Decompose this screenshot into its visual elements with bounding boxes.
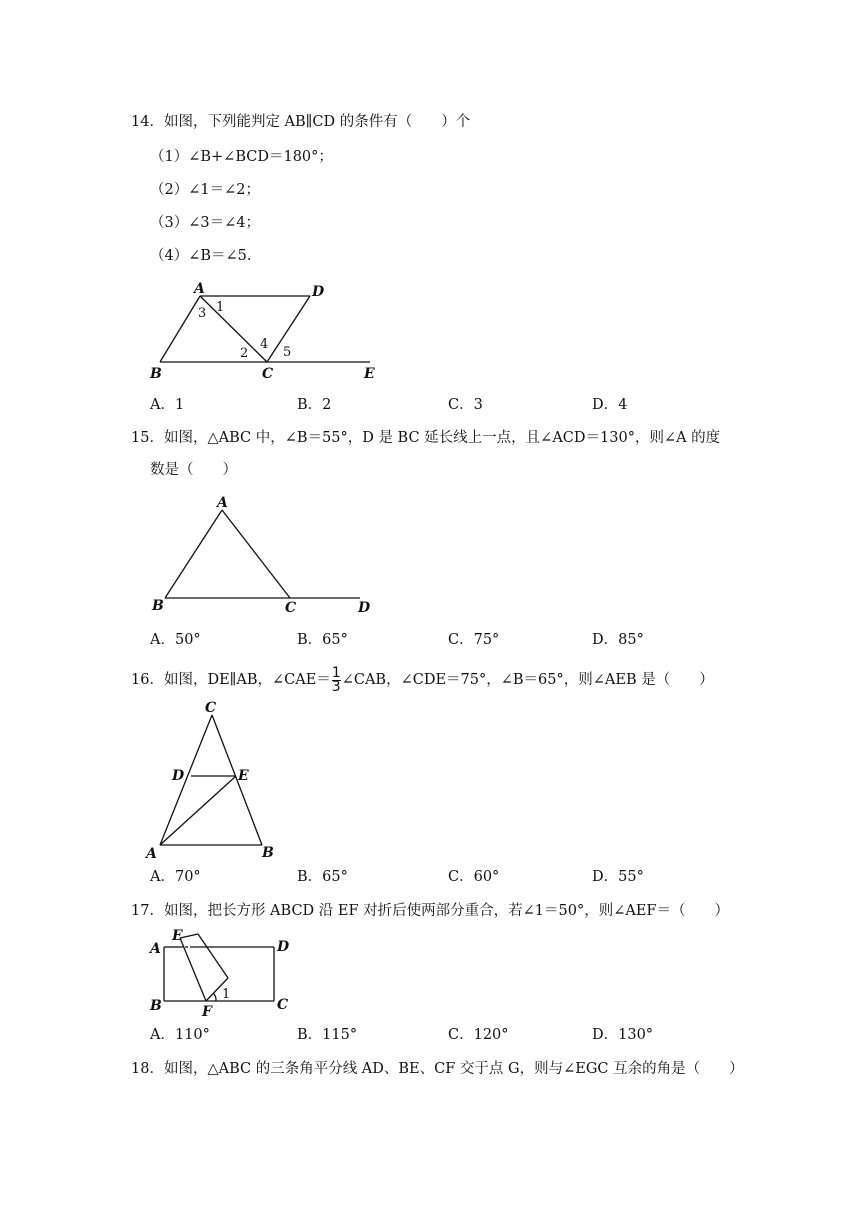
q16-label-E: E — [238, 768, 249, 784]
q14-angle-1: 1 — [216, 300, 225, 315]
q15-label-C: C — [285, 600, 297, 616]
q16-label-C: C — [205, 700, 217, 716]
q16-label-B: B — [262, 845, 274, 861]
q14-figure — [140, 280, 390, 385]
q14-label-A: A — [194, 281, 205, 297]
q14-option-a: A．1 — [150, 397, 185, 413]
q14-label-D: D — [312, 284, 325, 300]
q14-condition-3: （3）∠3＝∠4； — [150, 215, 260, 231]
q17-label-B: B — [150, 998, 162, 1014]
q14-angle-3: 3 — [198, 306, 207, 321]
q14-option-b: B．2 — [297, 397, 332, 413]
q14-condition-1: （1）∠B+∠BCD＝180°； — [150, 149, 333, 165]
q17-label-A: A — [150, 941, 161, 957]
q17-option-c: C．120° — [448, 1027, 509, 1043]
q18-stem: 18．如图，△ABC 的三条角平分线 AD、BE、CF 交于点 G，则与∠EGC 互余的角是（ ） — [131, 1061, 744, 1077]
q17-option-a: A．110° — [150, 1027, 210, 1043]
q15-option-b: B．65° — [297, 632, 348, 648]
q15-stem-line1: 15．如图，△ABC 中，∠B＝55°，D 是 BC 延长线上一点，且∠ACD＝130°，则∠A 的度 — [131, 430, 721, 446]
q15-option-d: D．85° — [592, 632, 644, 648]
q14-condition-2: （2）∠1＝∠2； — [150, 182, 260, 198]
q17-label-F: F — [202, 1004, 212, 1020]
q15-label-B: B — [152, 598, 164, 614]
q16-option-c: C．60° — [448, 869, 500, 885]
q17-label-E: E — [172, 928, 183, 944]
q16-stem — [131, 666, 714, 694]
q15-option-c: C．75° — [448, 632, 500, 648]
q16-stem-part2: ∠CAB，∠CDE＝75°，∠B＝65°，则∠AEB 是（ ） — [341, 672, 714, 688]
q14-condition-4: （4）∠B＝∠5. — [150, 248, 252, 264]
q16-fraction — [331, 664, 341, 695]
q14-label-B: B — [150, 366, 162, 382]
q16-stem-part1: 16．如图，DE∥AB，∠CAE＝ — [131, 672, 331, 688]
q16-label-D: D — [172, 768, 185, 784]
q17-stem: 17．如图，把长方形 ABCD 沿 EF 对折后使两部分重合，若∠1＝50°，则∠AEF＝（ ） — [131, 903, 729, 919]
q17-option-d: D．130° — [592, 1027, 654, 1043]
q14-option-d: D．4 — [592, 397, 628, 413]
q16-option-d: D．55° — [592, 869, 644, 885]
q15-label-D: D — [358, 600, 371, 616]
q17-figure — [140, 926, 300, 1021]
q16-option-a: A．70° — [150, 869, 201, 885]
q14-angle-2: 2 — [240, 346, 249, 361]
q17-angle-1: 1 — [222, 987, 231, 1002]
q14-label-E: E — [364, 366, 375, 382]
q16-fraction-denominator: 3 — [331, 678, 341, 695]
q15-label-A: A — [217, 495, 228, 511]
q17-label-C: C — [277, 997, 289, 1013]
q14-option-c: C．3 — [448, 397, 483, 413]
q15-stem-line2: 数是（ ） — [150, 462, 237, 478]
q16-label-A: A — [146, 846, 157, 862]
q17-option-b: B．115° — [297, 1027, 358, 1043]
q16-option-b: B．65° — [297, 869, 348, 885]
q14-angle-5: 5 — [283, 345, 292, 360]
q16-fraction-numerator: 1 — [331, 664, 341, 681]
q17-label-D: D — [277, 939, 290, 955]
q14-label-C: C — [262, 366, 274, 382]
q14-angle-4: 4 — [260, 337, 269, 352]
q15-figure — [140, 492, 380, 617]
q15-option-a: A．50° — [150, 632, 201, 648]
q16-figure — [140, 695, 290, 865]
q14-stem: 14．如图，下列能判定 AB∥CD 的条件有（ ）个 — [131, 114, 471, 130]
